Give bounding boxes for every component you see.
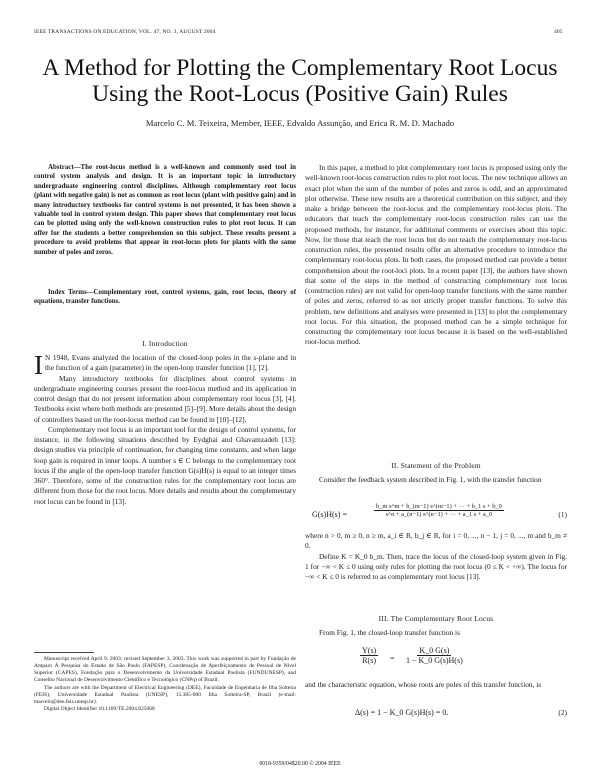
statement-body <box>305 531 567 582</box>
eq1-denominator: s^n + a_(n−1) s^(n−1) + ··· + a_1 s + a_0 <box>385 511 493 518</box>
equals-sign: = <box>390 654 395 663</box>
footnotes <box>34 656 296 713</box>
right-intro-text <box>305 163 567 348</box>
abstract: Abstract—The root-locus method is a well-known and commonly used tool in control system analysis and design. It is an important topic in introductory undergraduate engineering control disciplines. Although complementary root locus (plant with negative gain) is not as common as root locus (plant with positive gain) and in many introductory textbooks for control systems is not presented, it has been shown a valuable tool in control system design. This paper shows that complementary root locus can be plotted using only the well-known construction rules to plot root locus. It can offer for the students a better comprehension on this subject. These results present a procedure to avoid problems that appear in root-locus plots for plants with the same number of poles and zeros. <box>34 164 296 256</box>
eq1-fraction <box>374 503 504 518</box>
complementary-body <box>305 680 567 690</box>
drop-cap: I <box>34 350 43 380</box>
equation-1 <box>312 503 567 527</box>
eq1-lhs: G(s)H(s) = <box>312 510 347 519</box>
intro-paragraph-2: Many introductory textbooks for disciplines about control systems in undergraduate engineering courses present the root-locus method and its application in control design that do not present information about complementary root locus [3], [4]. Textbooks exist where both methods are presented [5]–[9]. More details about the design of controllers based on the root-locus method can be found in [10]–[12]. <box>34 373 296 424</box>
footnote-affiliation: The authors are with the Department of Electrical Engineering (DEE), Faculdade de Engenharia de Ilha Solteira (FEIS), Universidade Estadual Paulista (UNESP), 15.385-000 Ilha Solteira-SP, Brazil (e-mail: marcelo@dee.feis.unesp.br). <box>34 684 296 705</box>
paper-title <box>20 55 580 107</box>
statement-intro <box>305 475 567 485</box>
closed-loop-equation <box>360 646 510 672</box>
statement-paragraph-2: where n > 0, m ≥ 0, n ≥ m, a_i ∈ R, b_j ∈ R, for i = 0, ..., n − 1, j = 0, ..., m and b_m ≠ 0. <box>305 531 567 551</box>
complementary-paragraph-1: From Fig. 1, the closed-loop transfer function is <box>319 628 460 637</box>
intro-paragraph-1: N 1948, Evans analyzed the location of the closed-loop poles in the s-plane and in the function of a gain (parameter) in the open-loop transfer function [1], [2]. <box>45 353 296 373</box>
footnote-rule <box>34 652 94 653</box>
copyright-line: 0018-9359/04$20.00 © 2004 IEEE <box>259 761 341 767</box>
title-line-2: Using the Root-Locus (Positive Gain) Rules <box>92 81 508 107</box>
footnote-doi: Digital Object Identifier 10.1109/TE.2004.825068 <box>44 706 155 713</box>
complementary-paragraph-2: and the characteristic equation, whose roots are poles of this transfer function, is <box>305 680 542 689</box>
tf-rhs-denominator: 1 − K_0 G(s)H(s) <box>406 656 463 665</box>
right-paragraph-1: In this paper, a method to plot complementary root locus is proposed using only the well-known root-locus construction rules to plot root locus. The new technique allows an exact plot when the sum of the number of poles and zeros is odd, and an approximated plot otherwise. These new results are a theoretical contribution on this subject, and they make a bridge between the root-locus and the complementary root-locus plots. The educators that teach the complementary root-locus construction rules can use the proposed methods, for instance, for additional comments or exercises about this topic. Now, for those that teach the root locus but do not teach the complementary root-locus construction rules, the presented results offer an alternative procedure to introduce the complementary root-locus plots. In both cases, the proposed method can provide a better comprehension about the root-loci plots. In a recent paper [13], the authors have shown that some of the steps in the method of constructing complementary root locus (construction rules) are not valid for open-loop transfer functions with the same number of poles and zeros, referred to as not strictly proper transfer functions. To solve this problem, new definitions and analyses were presented in [13] to plot the complementary root locus. For this situation, the proposed method can be a simple technique for constructing the complementary root locus because it is based on the well-established root-locus method. <box>305 163 567 347</box>
running-header: IEEE TRANSACTIONS ON EDUCATION, VOL. 47, NO. 3, AUGUST 2004 <box>34 29 216 35</box>
equation-2 <box>305 708 567 720</box>
statement-paragraph-1: Consider the feedback system described in Fig. 1, with the transfer function <box>319 475 542 484</box>
section-heading-introduction: I. Introduction <box>142 339 188 348</box>
eq2-body: Δ(s) = 1 − K_0 G(s)H(s) = 0. <box>355 708 449 717</box>
tf-ratio-denominator: R(s) <box>362 656 376 665</box>
tf-rhs-numerator: K_0 G(s) <box>419 646 450 655</box>
introduction-body <box>34 350 296 507</box>
footnote-manuscript: Manuscript received April 9, 2003; revised September 3, 2003. This work was supported in part by Fundação de Amparo À Pesquisa do Estado de São Paulo (FAPESP), Coordenação de Aperfeiçoamento de Pessoal de Nível Superior (CAPES), Fundação para o Desenvolvimento da Universidade Estadual Paulista (FUNDUNESP), and Conselho Nacional de Desenvolvimento Científico e Tecnológico (CNPq) of Brazil. <box>34 656 296 684</box>
statement-paragraph-3: Define K = K_0 b_m. Then, trace the locus of the closed-loop system given in Fig. 1 for −∞ < K ≤ 0 using only rules for plotting the root locus (0 ≤ K < +∞). The locus for −∞ < K ≤ 0 is referred to as complementary root locus [13]. <box>305 551 567 581</box>
title-line-1: A Method for Plotting the Complementary Root Locus <box>42 55 558 81</box>
index-terms: Index Terms—Complementary root, control systems, gain, root locus, theory of equations, transfer functions. <box>34 289 296 306</box>
intro-paragraph-3: Complementary root locus is an important tool for the design of control systems, for instance, in the following situations described by Eydghai and Ghavamzadeh [13]: design studies via principle of continuation, for changing time constants, and when large loop gain is required in inner loops. A number s ∈ C belongs to the complementary root locus if the angle of the open-loop transfer function G(s)H(s) is equal to an integer times 360°. Therefore, some of the construction rules for the complementary root locus are different from those for the root locus. More details and results about the complementary root locus can be found in [13]. <box>34 424 296 506</box>
complementary-intro <box>305 628 567 638</box>
eq1-numerator: b_m s^m + b_(m−1) s^(m−1) + ··· + b_1 s + b_0 <box>376 503 502 510</box>
eq1-number: (1) <box>558 510 567 519</box>
tf-ratio-numerator: Y(s) <box>362 646 377 655</box>
tf-rhs <box>404 646 465 665</box>
authors: Marcelo C. M. Teixeira, Member, IEEE, Edvaldo Assunção, and Erica R. M. D. Machado <box>145 118 455 128</box>
page-number: 405 <box>554 29 563 35</box>
section-heading-complementary: III. The Complementary Root Locus <box>378 614 494 623</box>
section-heading-statement: II. Statement of the Problem <box>391 461 481 470</box>
eq2-number: (2) <box>558 708 567 717</box>
tf-ratio <box>360 646 378 665</box>
